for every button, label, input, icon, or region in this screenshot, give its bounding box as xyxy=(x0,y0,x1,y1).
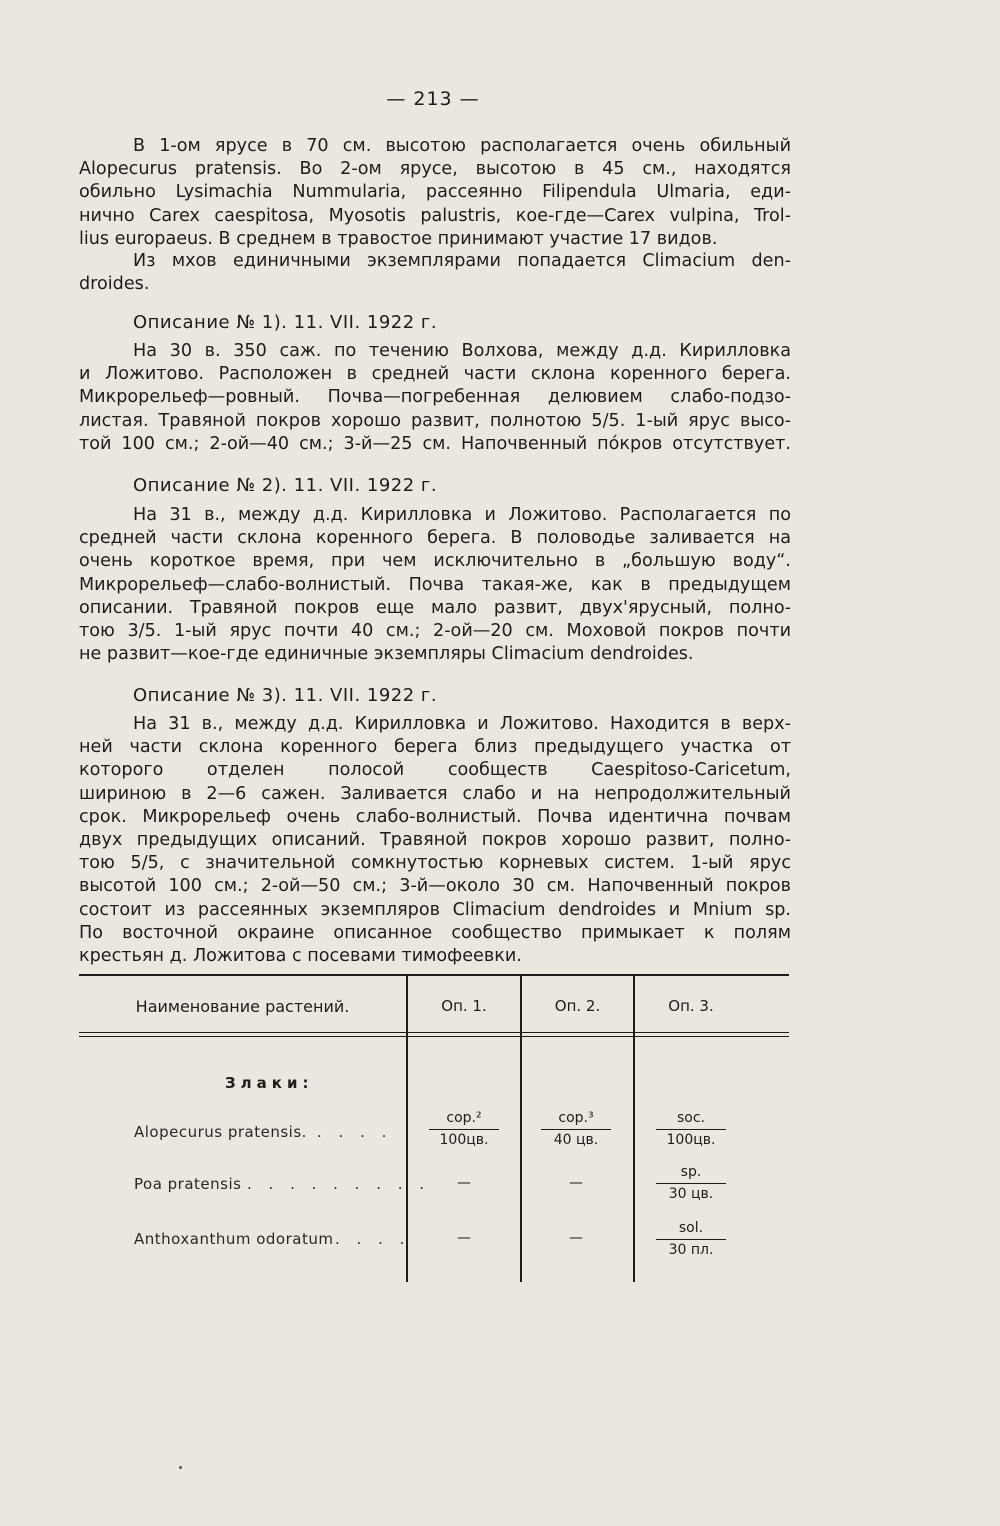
abundance-op1-empty: — xyxy=(457,1230,471,1246)
column-divider xyxy=(633,976,635,1282)
dot-leader: . . . . xyxy=(317,1123,393,1141)
intro-paragraph-1 xyxy=(79,135,791,251)
description-heading: Описание № 2). 11. VII. 1922 г. xyxy=(133,475,438,496)
text-line: На 31 в., между д.д. Кирилловка и Ложитово. Располагается по xyxy=(133,505,791,525)
table-header-rule xyxy=(79,1036,789,1037)
abundance-op1-empty: — xyxy=(457,1175,471,1191)
text-line: По восточной окраине описанное сообщество примыкает к полям xyxy=(79,922,791,943)
plant-name: Poa pratensis xyxy=(134,1175,242,1193)
abundance-value: sol. xyxy=(678,1220,704,1236)
abundance-height: 100цв. xyxy=(656,1129,726,1148)
description-1-heading-block xyxy=(79,311,791,334)
description-heading: Описание № 3). 11. VII. 1922 г. xyxy=(133,685,438,706)
abundance-op2 xyxy=(541,1110,611,1148)
text-line: средней части склона коренного берега. В половодье заливается на xyxy=(79,528,791,549)
abundance-value: sp. xyxy=(680,1164,702,1180)
text-line: двух предыдущих описаний. Травяной покров хорошо развит, полно- xyxy=(79,830,791,851)
dot-leader: . . . . xyxy=(335,1230,411,1248)
text-line: шириною в 2—6 сажен. Заливается слабо и на непродолжительный xyxy=(79,783,791,804)
text-line: листая. Травяной покров хорошо развит, полнотою 5/5. 1-ый ярус высо- xyxy=(79,410,791,431)
abundance-op3 xyxy=(656,1220,726,1258)
dot-leader: . . . . . . . . . xyxy=(247,1175,431,1193)
group-label: Злаки: xyxy=(225,1074,314,1092)
abundance-op3 xyxy=(656,1164,726,1202)
description-2-text xyxy=(79,504,791,666)
abundance-op2-empty: — xyxy=(569,1175,583,1191)
column-header-op1: Оп. 1. xyxy=(441,997,487,1015)
abundance-height: 40 цв. xyxy=(541,1129,611,1148)
text-line: срок. Микрорельеф очень слабо-волнистый. Почва идентична почвам xyxy=(79,806,791,827)
text-line: нично Carex caespitosa, Myosotis palustris, кое-где—Carex vulpina, Trol- xyxy=(79,205,791,226)
text-line: тою 5/5, с значительной сомкнутостью корневых систем. 1-ый ярус xyxy=(79,853,791,874)
text-line: На 30 в. 350 саж. по течению Волхова, между д.д. Кирилловка xyxy=(133,341,791,361)
text-line: droides. xyxy=(79,274,150,295)
text-line: очень короткое время, при чем исключительно в „большую воду“. xyxy=(79,551,791,572)
column-divider xyxy=(520,976,522,1282)
table-top-rule xyxy=(79,974,789,976)
text-line: тою 3/5. 1-ый ярус почти 40 см.; 2-ой—20 см. Моховой покров почти xyxy=(79,621,791,642)
text-line: которого отделен полосой сообществ Caespitoso-Caricetum, xyxy=(79,760,791,781)
abundance-height: 100цв. xyxy=(429,1129,499,1148)
text-line: крестьян д. Ложитова с посевами тимофеевки. xyxy=(79,946,522,967)
text-line: высотой 100 см.; 2-ой—50 см.; 3-й—около 30 см. Напочвенный покров xyxy=(79,876,791,897)
text-line: lius europaeus. В среднем в травостое принимают участие 17 видов. xyxy=(79,228,718,249)
description-1-text xyxy=(79,340,791,456)
abundance-op2-empty: — xyxy=(569,1230,583,1246)
text-line: состоит из рассеянных экземпляров Climacium dendroides и Mnium sp. xyxy=(79,899,791,920)
text-line: Микрорельеф—слабо-волнистый. Почва такая-же, как в предыдущем xyxy=(79,574,791,595)
text-line: ней части склона коренного берега близ предыдущего участка от xyxy=(79,737,791,758)
text-line: Из мхов единичными экземплярами попадается Climacium den- xyxy=(133,251,791,271)
text-line: описании. Травяной покров еще мало развит, двух'ярусный, полно- xyxy=(79,597,791,618)
speck-mark xyxy=(179,1466,182,1469)
table-header-rule xyxy=(79,1032,789,1033)
text-line: обильно Lysimachia Nummularia, рассеянно Filipendula Ulmaria, еди- xyxy=(79,182,791,203)
abundance-op3 xyxy=(656,1110,726,1148)
text-line: не развит—кое-где единичные экземпляры Climacium dendroides. xyxy=(79,644,694,665)
description-2-heading-block xyxy=(79,474,791,497)
text-line: Alopecurus pratensis. Во 2-ом ярусе, высотою в 45 см., находятся xyxy=(79,159,791,180)
intro-paragraph-2 xyxy=(79,250,791,296)
text-line: и Ложитово. Расположен в средней части склона коренного берега. xyxy=(79,364,791,385)
text-line: той 100 см.; 2-ой—40 см.; 3-й—25 см. Напочвенный пóкров отсутствует. xyxy=(79,433,791,454)
plant-name: Alopecurus pratensis. xyxy=(134,1123,307,1141)
abundance-value: soc. xyxy=(676,1110,705,1126)
description-3-text xyxy=(79,713,791,968)
page-number: — 213 — xyxy=(386,88,480,110)
text-line: В 1-ом ярусе в 70 см. высотою располагается очень обильный xyxy=(133,136,791,156)
description-heading: Описание № 1). 11. VII. 1922 г. xyxy=(133,312,438,333)
plant-name: Anthoxanthum odoratum xyxy=(134,1230,334,1248)
column-header-op2: Оп. 2. xyxy=(554,997,601,1015)
abundance-value: cop.³ xyxy=(558,1110,594,1126)
abundance-height: 30 пл. xyxy=(656,1239,726,1258)
abundance-value: cop.² xyxy=(446,1110,482,1126)
column-header-name: Наименование растений. xyxy=(135,997,350,1016)
abundance-op1 xyxy=(429,1110,499,1148)
column-header-op3: Оп. 3. xyxy=(668,997,714,1015)
text-line: Микрорельеф—ровный. Почва—погребенная делювием слабо-подзо- xyxy=(79,387,791,408)
text-line: На 31 в., между д.д. Кирилловка и Ложитово. Находится в верх- xyxy=(133,714,791,734)
species-table xyxy=(79,974,789,1284)
abundance-height: 30 цв. xyxy=(656,1183,726,1202)
description-3-heading-block xyxy=(79,684,791,707)
